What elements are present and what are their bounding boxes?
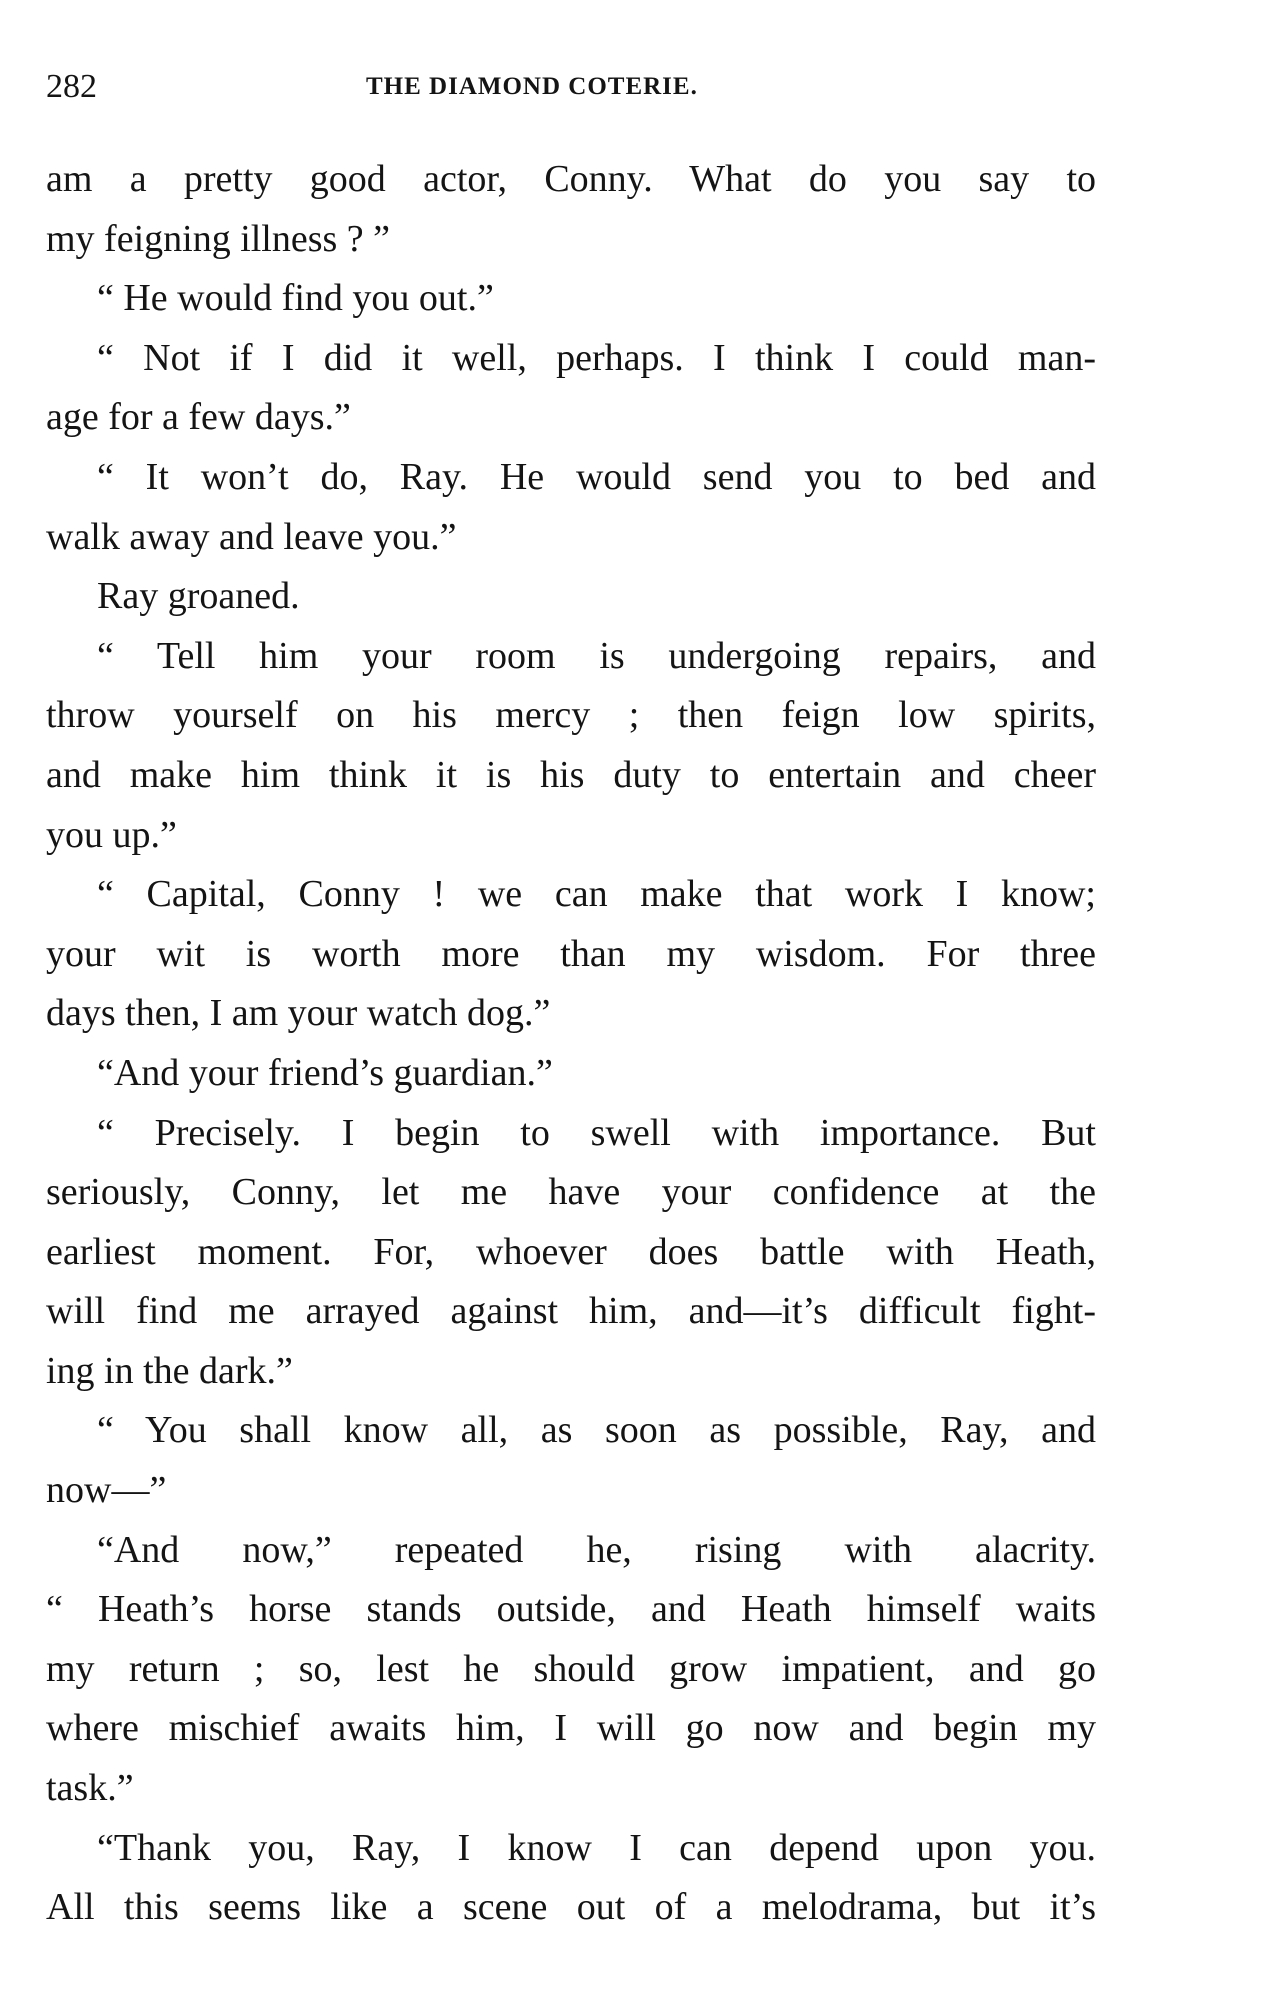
text-line: and make him think it is his duty to entertain and cheer — [46, 753, 1096, 796]
text-line: am a pretty good actor, Conny. What do you say to — [46, 158, 1096, 200]
text-line: All this seems like a scene out of a melodrama, but it’s — [46, 1886, 1096, 1929]
text-line: “ Capital, Conny ! we can make that work I know; — [97, 873, 1096, 916]
text-line: walk away and leave you.” — [46, 515, 457, 558]
text-line: “And your friend’s guardian.” — [97, 1051, 553, 1094]
text-line: ing in the dark.” — [46, 1349, 293, 1392]
text-line: “ Tell him your room is undergoing repairs, and — [97, 634, 1096, 677]
text-line: my return ; so, lest he should grow impatient, and go — [46, 1647, 1096, 1690]
page-header — [46, 62, 1096, 112]
text-line: seriously, Conny, let me have your confidence at the — [46, 1171, 1096, 1214]
text-line: now—” — [46, 1469, 167, 1512]
text-line: “ Precisely. I begin to swell with importance. But — [97, 1111, 1096, 1154]
text-line: “ Heath’s horse stands outside, and Heath himself waits — [46, 1588, 1096, 1631]
body-text — [46, 150, 1096, 1938]
text-line: your wit is worth more than my wisdom. For three — [46, 932, 1096, 975]
running-title: THE DIAMOND COTERIE. — [366, 73, 698, 100]
text-line: earliest moment. For, whoever does battle with Heath, — [46, 1230, 1096, 1273]
text-line: age for a few days.” — [46, 396, 351, 439]
text-line: “ Not if I did it well, perhaps. I think I could man- — [97, 336, 1096, 379]
text-line: “ You shall know all, as soon as possible, Ray, and — [97, 1409, 1096, 1452]
text-line: where mischief awaits him, I will go now and begin my — [46, 1707, 1096, 1750]
text-line: days then, I am your watch dog.” — [46, 992, 551, 1035]
text-line: “ It won’t do, Ray. He would send you to bed and — [97, 455, 1096, 498]
text-line: “ He would find you out.” — [97, 277, 494, 320]
text-line: Ray groaned. — [97, 575, 300, 618]
text-line: will find me arrayed against him, and—it’s difficult fight- — [46, 1290, 1096, 1333]
text-line: “Thank you, Ray, I know I can depend upon you. — [97, 1826, 1096, 1869]
text-line: my feigning illness ? ” — [46, 217, 391, 260]
text-line: you up.” — [46, 813, 177, 856]
text-line: task.” — [46, 1767, 134, 1810]
page-number: 282 — [46, 68, 97, 105]
text-line: “And now,” repeated he, rising with alacrity. — [97, 1528, 1096, 1571]
text-line: throw yourself on his mercy ; then feign low spirits, — [46, 694, 1096, 737]
